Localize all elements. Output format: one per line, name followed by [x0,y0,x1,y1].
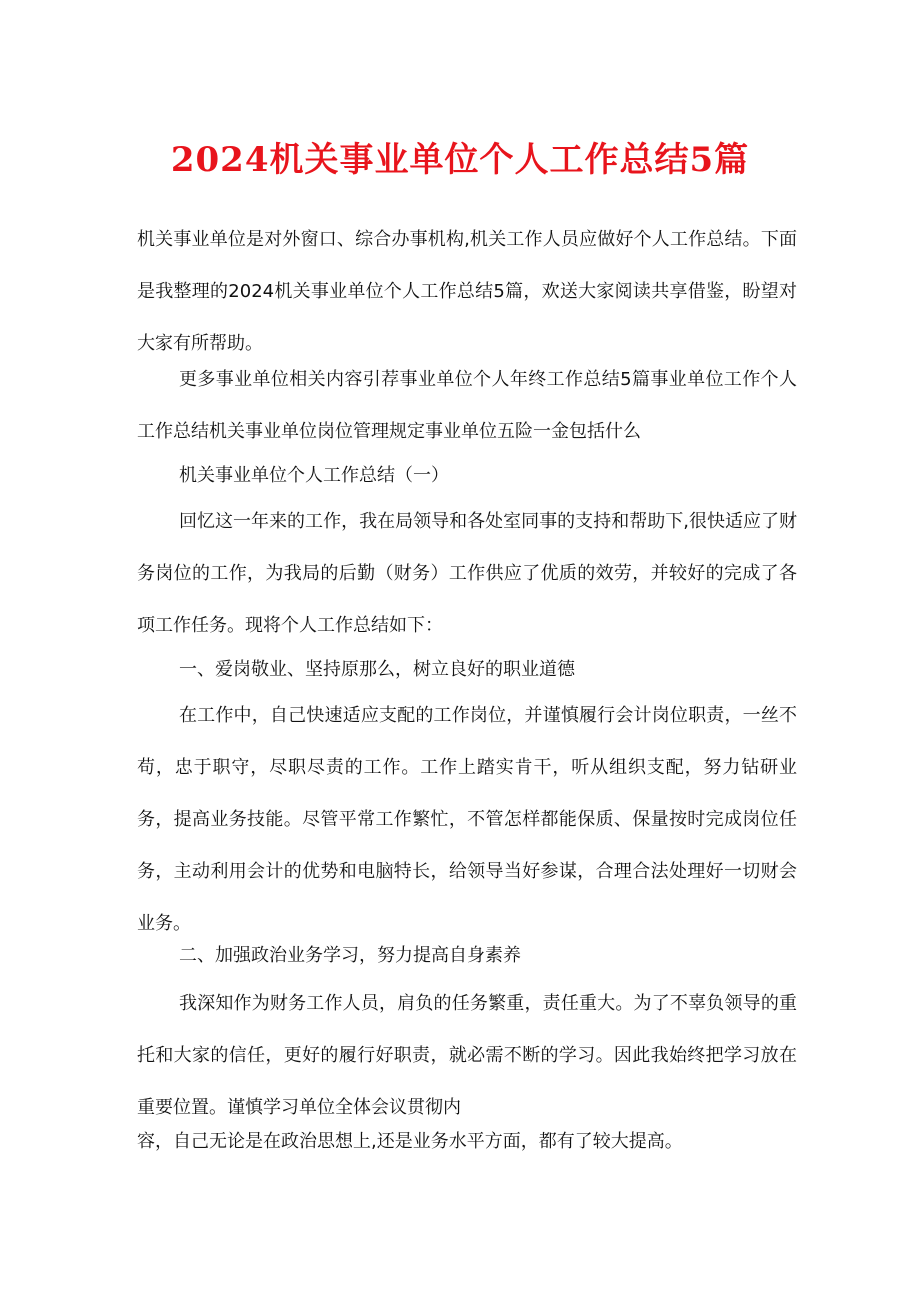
paragraph-2-tail: 容，自己无论是在政治思想上,还是业务水平方面，都有了较大提高。 [137,1131,683,1152]
intro-paragraph: 机关事业单位是对外窗口、综合办事机构,机关工作人员应做好个人工作总结。下面是我整理的2024机关事业单位个人工作总结5篇，欢送大家阅读共享借鉴，盼望对大家有所帮助。 [137,229,797,354]
heading-1: 一、爱岗敬业、坚持原那么，树立良好的职业道德 [179,659,575,680]
section-heading: 机关事业单位个人工作总结（一） [179,465,449,486]
paragraph-2: 我深知作为财务工作人员，肩负的任务繁重，责任重大。为了不辜负领导的重托和大家的信任，更好的履行好职责，就必需不断的学习。因此我始终把学习放在重要位置。谨慎学习单位全体会议贯彻内 [137,993,797,1118]
review-paragraph: 回忆这一年来的工作，我在局领导和各处室同事的支持和帮助下,很快适应了财务岗位的工作，为我局的后勤（财务）工作供应了优质的效劳，并较好的完成了各项工作任务。现将个人工作总结如下： [137,511,797,636]
paragraph-1: 在工作中，自己快速适应支配的工作岗位，并谨慎履行会计岗位职责，一丝不苟，忠于职守，尽职尽责的工作。工作上踏实肯干，听从组织支配，努力钻研业务，提高业务技能。尽管平常工作繁忙，不管怎样都能保质、保量按时完成岗位任务，主动利用会计的优势和电脑特长，给领导当好参谋，合理合法处理好一切财会业务。 [137,705,797,934]
heading-2: 二、加强政治业务学习，努力提高自身素养 [179,945,521,966]
document-title: 2024机关事业单位个人工作总结5篇 [170,140,750,180]
related-paragraph: 更多事业单位相关内容引荐事业单位个人年终工作总结5篇事业单位工作个人工作总结机关事业单位岗位管理规定事业单位五险一金包括什么 [137,369,797,442]
